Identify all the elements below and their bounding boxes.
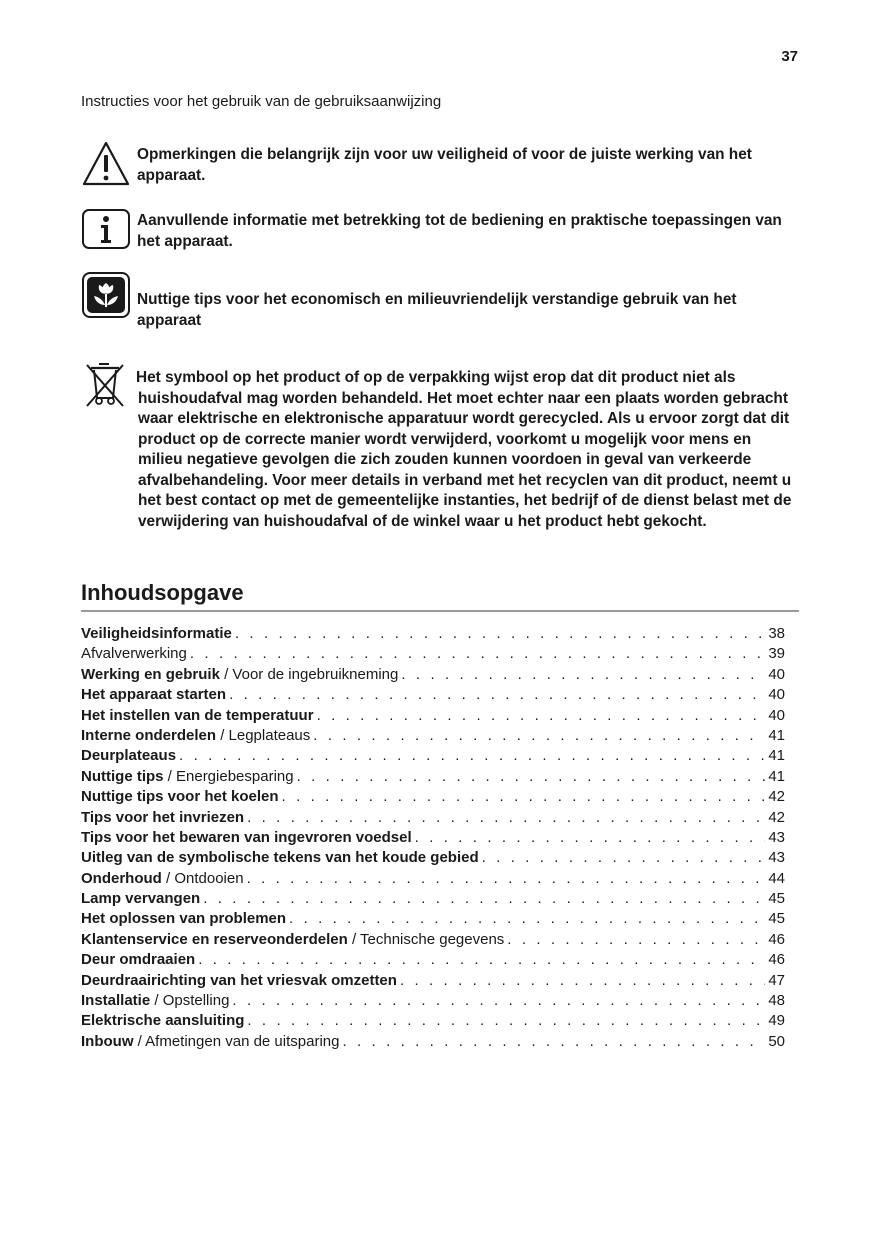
toc-entry-subtitle: Afvalverwerking <box>81 645 187 663</box>
toc-entry-title: Lamp vervangen <box>81 890 201 908</box>
toc-page-number: 46 <box>768 930 785 948</box>
toc-entry-subtitle: / Opstelling <box>150 992 230 1010</box>
toc-leader <box>313 727 765 744</box>
toc-entry[interactable] <box>81 910 785 930</box>
toc-leader <box>482 849 766 866</box>
toc-leader <box>289 910 765 927</box>
note-text: Aanvullende informatie met betrekking tot de bediening en praktische toepassingen van het apparaat. <box>137 212 782 250</box>
toc-page-number: 48 <box>768 992 785 1010</box>
toc-entry[interactable] <box>81 849 785 869</box>
toc-page-number: 43 <box>768 849 785 867</box>
toc-entry[interactable] <box>81 625 785 645</box>
intro-heading: Instructies voor het gebruik van de gebruiksaanwijzing <box>81 93 442 110</box>
note-text: Opmerkingen die belangrijk zijn voor uw veiligheid of voor de juiste werking van het apparaat. <box>137 146 752 184</box>
toc-leader <box>342 1033 765 1050</box>
toc-leader <box>203 890 765 907</box>
info-icon <box>82 209 130 254</box>
toc-page-number: 45 <box>768 910 785 928</box>
toc-page-number: 44 <box>768 869 785 887</box>
toc-entry[interactable] <box>81 707 785 727</box>
toc-leader <box>282 788 766 805</box>
note-recycling <box>82 360 802 555</box>
toc-entry[interactable] <box>81 727 785 747</box>
toc-entry-title: Elektrische aansluiting <box>81 1012 245 1030</box>
toc-page-number: 45 <box>768 890 785 908</box>
toc-entry[interactable] <box>81 686 785 706</box>
note-eco <box>82 272 802 334</box>
toc-entry[interactable] <box>81 768 785 788</box>
toc-page-number: 40 <box>768 706 785 724</box>
toc-leader <box>400 972 765 989</box>
toc-entry-subtitle: / Technische gegevens <box>347 930 505 948</box>
toc-entry-title: Veiligheidsinformatie <box>81 625 232 642</box>
crossed-bin-icon <box>82 360 128 415</box>
toc-page-number: 41 <box>768 726 785 744</box>
toc-entry[interactable] <box>81 972 785 992</box>
toc-entry[interactable] <box>81 1012 785 1032</box>
toc-entry[interactable] <box>81 788 785 808</box>
toc-leader <box>190 645 765 662</box>
toc-page-number: 49 <box>768 1012 785 1030</box>
toc-entry[interactable] <box>81 931 785 951</box>
toc-entry[interactable] <box>81 951 785 971</box>
toc-entry-title: Inbouw <box>81 1032 134 1050</box>
toc-entry-title: Het instellen van de temperatuur <box>81 706 314 724</box>
toc-page-number: 50 <box>768 1032 785 1050</box>
toc-entry-title: Tips voor het invriezen <box>81 808 245 826</box>
toc-entry-subtitle: / Legplateaus <box>216 726 311 744</box>
toc-page-number: 41 <box>768 767 785 785</box>
warning-icon <box>82 140 130 193</box>
toc-entry-title: Deur omdraaien <box>81 951 196 969</box>
toc-entry-title: Klantenservice en reserveonderdelen <box>81 930 348 948</box>
toc-entry[interactable] <box>81 666 785 686</box>
toc-entry-title: Deurplateaus <box>81 747 177 765</box>
toc-entry-subtitle: / Voor de ingebruikneming <box>219 665 399 683</box>
toc-entry-subtitle: / Afmetingen van de uitsparing <box>133 1032 340 1050</box>
toc-leader <box>247 870 766 887</box>
toc-entry-title: Nuttige tips <box>81 767 164 785</box>
toc-entry[interactable] <box>81 992 785 1012</box>
toc-entry-title: Nuttige tips voor het koelen <box>81 788 279 806</box>
toc-entry[interactable] <box>81 829 785 849</box>
note-info <box>82 209 802 251</box>
toc-leader <box>198 951 765 968</box>
note-text: Het symbool op het product of op de verpakking wijst erop dat dit product niet als huishoudafval mag worden behandeld. Het moet echter naar een plaats worden gebracht waar elektrische en elektronische apparatuur wordt gerecycled. Als u ervoor zorgt dat dit product op de correcte manier wordt verwijderd, voorkomt u mogelijk voor mens en milieu negatieve gevolgen die zich zouden kunnen voordoen in geval van verkeerde afvalbehandeling. Voor meer details in verband met het recyclen van dit product, neemt u het best contact op met de gemeentelijke instanties, het bedrijf of de dienst belast met de verwijdering van huishoudafval of de winkel waar u het product hebt gekocht. <box>136 369 792 530</box>
toc-divider <box>81 610 799 612</box>
toc-page-number: 46 <box>768 951 785 969</box>
toc-entry-subtitle: / Energiebesparing <box>163 767 294 785</box>
toc-leader <box>317 707 766 724</box>
toc-leader <box>229 686 765 703</box>
toc-entry-title: Deurdraairichting van het vriesvak omzetten <box>81 971 397 989</box>
toc-entry-title: Onderhoud <box>81 869 162 887</box>
toc-entry[interactable] <box>81 890 785 910</box>
toc-page-number: 40 <box>768 665 785 683</box>
toc-leader <box>507 931 765 948</box>
toc-page-number: 39 <box>768 645 785 663</box>
eco-flower-icon <box>82 272 130 323</box>
table-of-contents <box>81 625 785 1053</box>
toc-leader <box>247 809 765 826</box>
toc-page-number: 43 <box>768 828 785 846</box>
toc-leader <box>297 768 766 785</box>
toc-entry[interactable] <box>81 1033 785 1053</box>
note-text: Nuttige tips voor het economisch en milieuvriendelijk verstandige gebruik van het apparaat <box>137 291 737 329</box>
toc-leader <box>415 829 766 846</box>
toc-entry-title: Het apparaat starten <box>81 686 227 704</box>
toc-leader <box>235 625 765 642</box>
toc-entry-subtitle: / Ontdooien <box>161 869 244 887</box>
toc-page-number: 42 <box>768 808 785 826</box>
toc-leader <box>232 992 765 1009</box>
toc-entry-title: Tips voor het bewaren van ingevroren voedsel <box>81 828 412 846</box>
toc-page-number: 41 <box>768 747 785 765</box>
toc-entry-title: Uitleg van de symbolische tekens van het koude gebied <box>81 849 479 867</box>
toc-page-number: 47 <box>768 971 785 989</box>
toc-entry[interactable] <box>81 747 785 767</box>
page-number: 37 <box>781 48 798 65</box>
note-warning <box>82 140 802 188</box>
toc-entry-title: Interne onderdelen <box>81 726 217 744</box>
toc-entry[interactable] <box>81 645 785 665</box>
toc-entry[interactable] <box>81 870 785 890</box>
toc-entry-title: Werking en gebruik <box>81 665 220 683</box>
toc-leader <box>179 747 765 764</box>
toc-page-number: 42 <box>768 788 785 806</box>
toc-page-number: 40 <box>768 686 785 704</box>
toc-title: Inhoudsopgave <box>81 580 244 605</box>
toc-entry-title: Het oplossen van problemen <box>81 910 287 928</box>
toc-page-number: 38 <box>768 625 785 642</box>
toc-leader <box>401 666 765 683</box>
toc-entry[interactable] <box>81 809 785 829</box>
toc-entry-title: Installatie <box>81 992 151 1010</box>
toc-leader <box>247 1012 765 1029</box>
